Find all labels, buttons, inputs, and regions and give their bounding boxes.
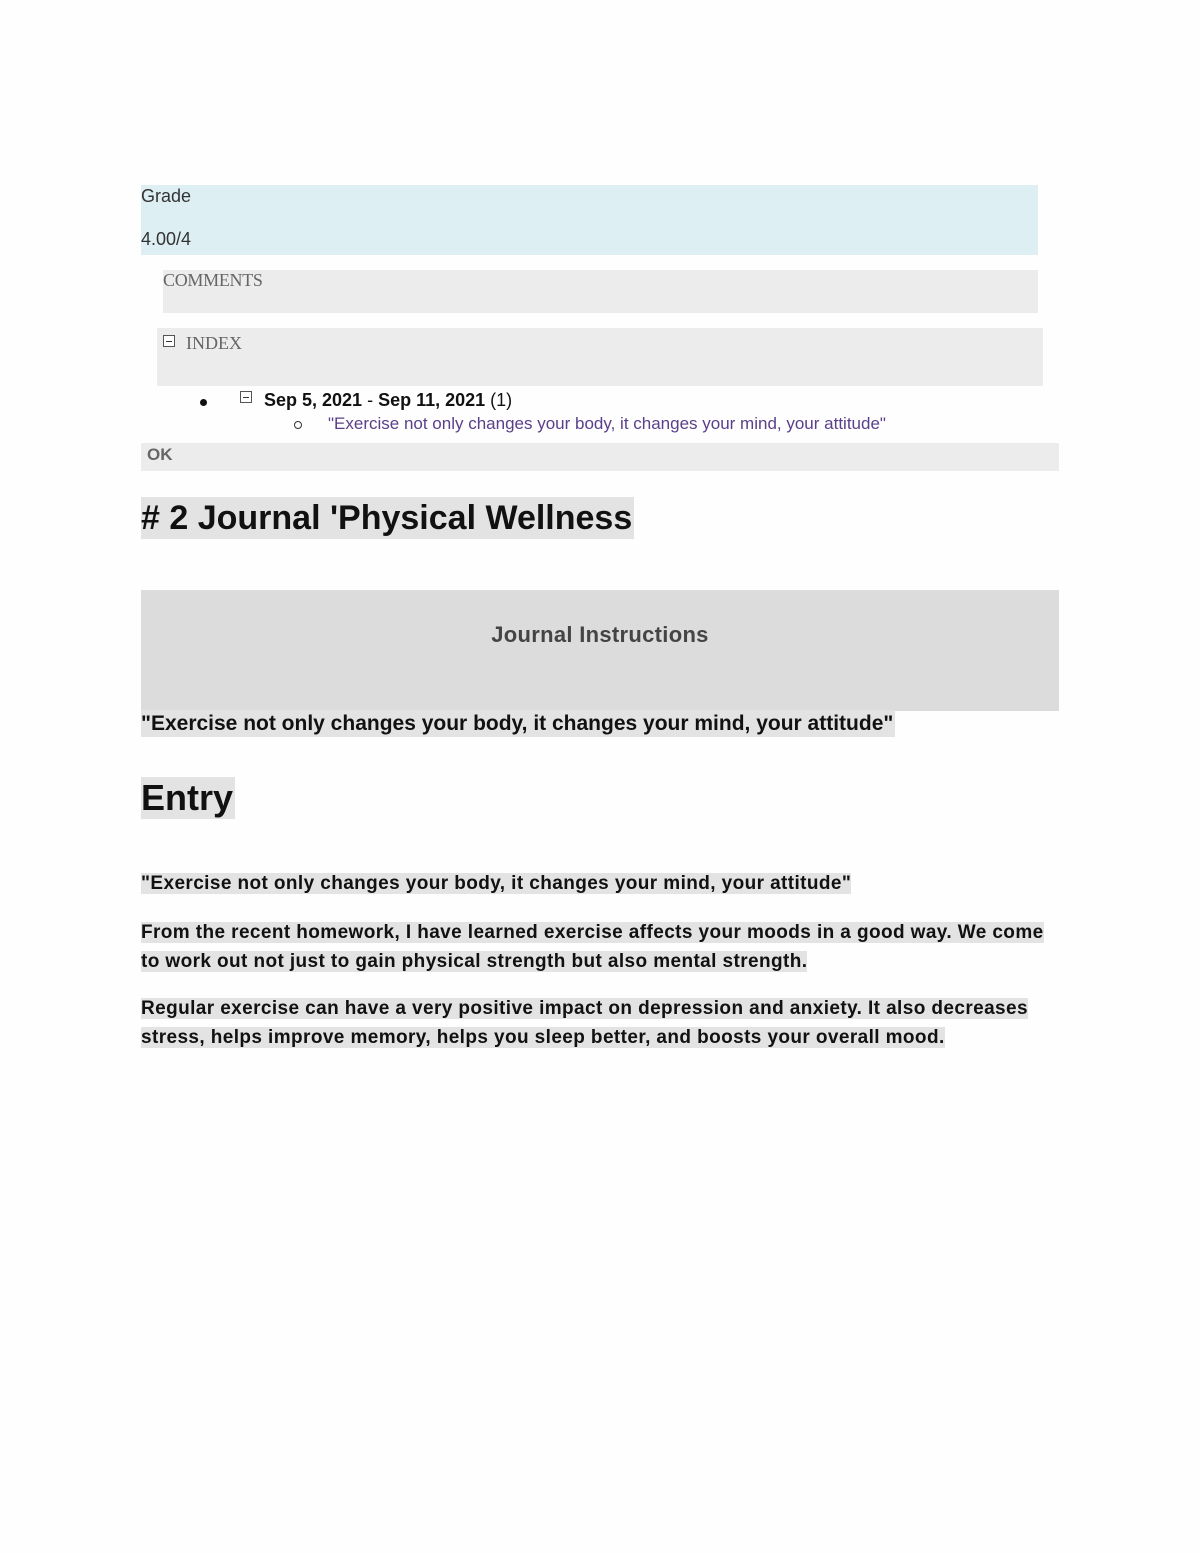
entry-quote <box>141 872 851 896</box>
instructions-panel <box>141 590 1059 711</box>
sub-bullet-icon <box>294 421 302 429</box>
week-range-start: Sep 5, 2021 <box>264 390 363 410</box>
index-panel <box>157 328 1043 386</box>
week-entry-count: (1) <box>485 390 513 410</box>
ok-button[interactable]: OK <box>147 445 173 464</box>
grade-label: Grade <box>141 186 192 206</box>
entry-heading: Entry <box>141 777 234 818</box>
week-range-end: Sep 11, 2021 <box>378 390 486 410</box>
entry-paragraph <box>141 918 1059 976</box>
entry-link[interactable]: "Exercise not only changes your body, it changes your mind, your attitude" <box>328 414 886 433</box>
ok-bar <box>141 443 1059 471</box>
comments-label: COMMENTS <box>163 270 263 290</box>
entry-paragraph <box>141 994 1059 1052</box>
grade-value: 4.00/4 <box>141 229 192 249</box>
week-range[interactable] <box>264 390 512 411</box>
grade-panel <box>141 185 1038 255</box>
entry-quote-text: "Exercise not only changes your body, it changes your mind, your attitude" <box>141 873 852 894</box>
page-title: # 2 Journal 'Physical Wellness <box>141 499 633 537</box>
entry-paragraph-text: Regular exercise can have a very positive impact on depression and anxiety. It also decreases stress, helps improve memory, helps you sleep better, and boosts your overall mood. <box>141 998 1028 1048</box>
collapse-week-icon[interactable] <box>240 391 252 403</box>
week-range-separator: - <box>362 390 379 410</box>
index-label: INDEX <box>186 333 242 353</box>
instructions-quote: "Exercise not only changes your body, it changes your mind, your attitude" <box>141 712 894 735</box>
bullet-icon <box>200 399 207 406</box>
entry-paragraph-text: From the recent homework, I have learned exercise affects your moods in a good way. We come to work out not just to gain physical strength but also mental strength. <box>141 922 1044 972</box>
instructions-title: Journal Instructions <box>491 622 709 647</box>
collapse-index-icon[interactable] <box>163 335 175 347</box>
comments-panel <box>163 270 1038 313</box>
